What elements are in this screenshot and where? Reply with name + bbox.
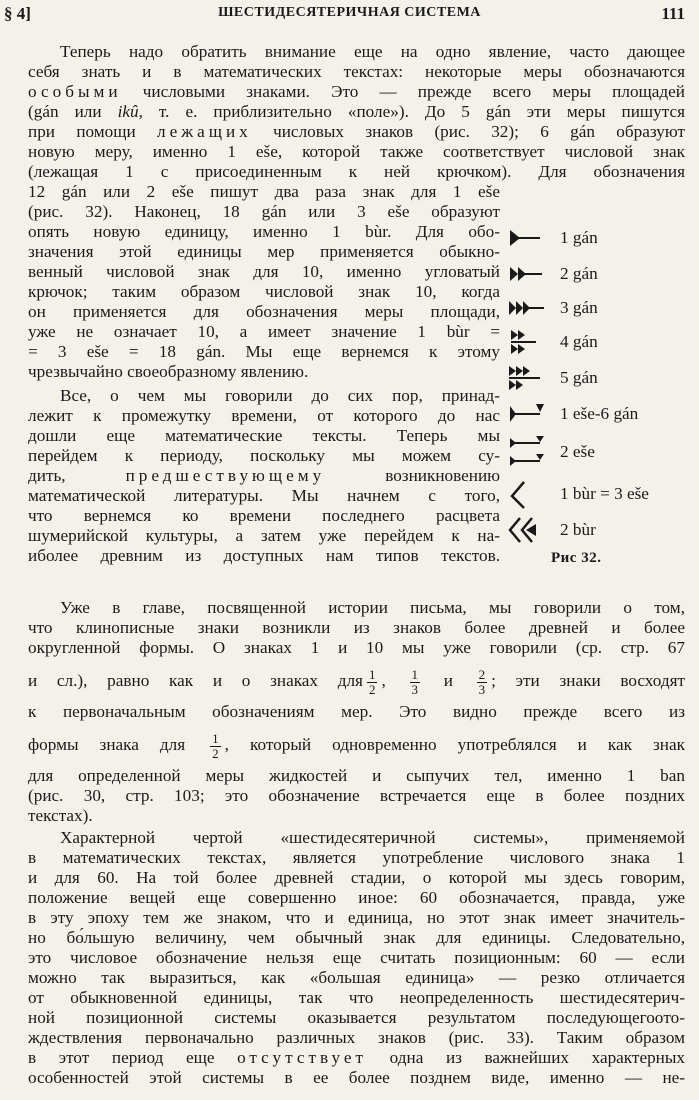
- text-line: это числовое обозначение нельзя еще считать позиционным: 60 — если: [28, 948, 685, 967]
- figure-item: [506, 512, 696, 548]
- cuneiform-4-gan-icon: [506, 324, 552, 360]
- text-span: (gán или: [28, 102, 118, 121]
- figure-item: [506, 476, 696, 512]
- text-span: , т. е. приблизительно «поле»). До 5 gán эти меры пишутся: [138, 102, 686, 121]
- text-span: одна из важнейших характерных: [367, 1048, 686, 1067]
- text-line: себя знать и в математических текстах: некоторые меры обозначаются: [28, 62, 685, 81]
- fraction: [410, 668, 421, 697]
- text-line: новую меру, именно 1 eše, которой также соответствует числовой знак: [28, 142, 685, 161]
- text-line: (рис. 32). Наконец, 18 gán или 3 eše образуют: [28, 202, 500, 221]
- figure-label: 1 bùr = 3 eše: [560, 484, 649, 503]
- figure-item: [506, 360, 696, 396]
- text-line: перейдем к периоду, поскольку мы можем су-: [28, 446, 500, 465]
- figure-item: [506, 220, 696, 256]
- running-title: ШЕСТИДЕСЯТЕРИЧНАЯ СИСТЕМА: [218, 5, 481, 20]
- text-line: особенностей этой системы в ее более позднем виде, именно — не-: [28, 1068, 685, 1087]
- text-line: округленной формы. О знаках 1 и 10 мы уже говорили (ср. стр. 67: [28, 638, 685, 657]
- text-line: Все, о чем мы говорили до сих пор, принад-: [60, 386, 500, 405]
- text-line: математической литературы. Мы начнем с того,: [28, 486, 500, 505]
- fraction: [477, 668, 488, 697]
- text-line: чрезвычайно своеобразному явлению.: [28, 362, 309, 381]
- figure-item: [506, 256, 696, 292]
- fraction: [210, 732, 221, 761]
- cuneiform-5-gan-icon: [506, 360, 552, 396]
- text-line: шумерийской культуры, а затем уже перейдем к на-: [28, 526, 500, 545]
- section-number: § 4]: [4, 4, 31, 23]
- text-line: ной позиционной системы оказывается результатом последующегоoто-: [28, 1008, 685, 1027]
- text-line: [28, 664, 685, 698]
- figure-label: 2 eše: [560, 442, 595, 461]
- cuneiform-2-bur-icon: [506, 512, 552, 548]
- figure-32: [506, 214, 696, 580]
- text-line: текстах).: [28, 806, 93, 825]
- page-number: 111: [661, 4, 685, 23]
- fraction-numerator: 1: [411, 666, 418, 682]
- cuneiform-1-gan-icon: [506, 220, 552, 256]
- text-line: [28, 728, 685, 762]
- text-line: от обыкновенной единицы, так что неопределенность шестидесятерич-: [28, 988, 685, 1007]
- text-line: лежит к промежутку времени, от которого до нас: [28, 406, 500, 425]
- figure-label: 2 gán: [560, 264, 598, 283]
- text-line: [28, 82, 685, 102]
- text-line: к первоначальным обозначениям мер. Это видно прежде всего из: [28, 702, 685, 721]
- figure-label: 4 gán: [560, 332, 598, 351]
- text-line: что клинописные знаки возникли из знаков более древней и более: [28, 618, 685, 637]
- text-line: [28, 466, 500, 486]
- spaced-word: предшествующему: [125, 466, 326, 485]
- text-line: иболее древним из доступных нам типов текстов.: [28, 546, 500, 565]
- text-span: и: [424, 671, 473, 690]
- italic-term: ikû: [117, 102, 139, 121]
- text-span: и сл.), равно как и о знаках для: [28, 671, 363, 690]
- fraction: [367, 668, 378, 697]
- figure-item: [506, 396, 696, 432]
- text-line: что вернемся ко времени последнего расцвета: [28, 506, 500, 525]
- text-span: при помощи: [28, 122, 158, 141]
- spaced-word: отсутствует: [237, 1048, 368, 1067]
- figure-item: [506, 290, 696, 326]
- figure-label: 5 gán: [560, 368, 598, 387]
- text-line: (лежащая 1 с присоединенным к ней крючком). Для обозначения: [28, 162, 685, 181]
- text-span: ,: [381, 671, 406, 690]
- figure-label: 1 gán: [560, 228, 598, 247]
- figure-item: [506, 324, 696, 360]
- text-span: формы знака для: [28, 735, 207, 754]
- text-span: возникновению: [325, 466, 500, 485]
- fraction-denominator: 3: [411, 681, 418, 697]
- text-line: = 3 eše = 18 gán. Мы еще вернемся к этому: [28, 342, 500, 361]
- text-line: [28, 122, 685, 142]
- text-line: в эту эпоху тем же знаком, что и единица, но этот знак имеет значитель-: [28, 908, 685, 927]
- page-header: [0, 0, 699, 34]
- cuneiform-2-ese-icon: [506, 434, 552, 470]
- cuneiform-1-bur-icon: [506, 476, 552, 512]
- text-line: венный числовой знак для 10, именно угловатый: [28, 262, 500, 281]
- fraction-numerator: 1: [212, 730, 219, 746]
- text-line: Уже в главе, посвященной истории письма, мы говорили о том,: [60, 598, 685, 617]
- fraction-numerator: 1: [368, 666, 376, 682]
- fraction-denominator: 2: [212, 745, 219, 761]
- text-line: ждествления первоначально различных знаков (рис. 33). Таким образом: [28, 1028, 685, 1047]
- text-line: можно так выразиться, как «большая единица» — резко отличается: [28, 968, 685, 987]
- cuneiform-2-gan-icon: [506, 256, 552, 292]
- text-span: числовых знаков (рис. 32); 6 gán образуют: [251, 122, 685, 141]
- text-line: положение вещей еще совершенно иное: 60 обозначается, правда, уже: [28, 888, 685, 907]
- cuneiform-1-ese-icon: [506, 396, 552, 432]
- text-line: уже не означает 10, а имеет значение 1 bùr =: [28, 322, 500, 341]
- fraction-numerator: 2: [478, 666, 486, 682]
- figure-caption: Рис 32.: [551, 550, 602, 566]
- text-line: Теперь надо обратить внимание еще на одно явление, часто дающее: [60, 42, 685, 61]
- figure-label: 2 bùr: [560, 520, 596, 539]
- text-line: [28, 102, 685, 122]
- text-line: [28, 1048, 685, 1068]
- spaced-word: особыми: [28, 82, 122, 101]
- figure-label: 1 eše-6 gán: [560, 404, 639, 423]
- text-line: он применяется для обозначения меры площади,: [28, 302, 500, 321]
- spaced-word: лежащих: [157, 122, 252, 141]
- fraction-denominator: 2: [368, 681, 376, 697]
- text-line: опять новую единицу, именно 1 bùr. Для обо-: [28, 222, 500, 241]
- text-line: (рис. 30, стр. 103; это обозначение встречается еще в более поздних: [28, 786, 685, 805]
- text-line: для определенной меры жидкостей и сыпучих тел, именно 1 ban: [28, 766, 685, 785]
- figure-label: 3 gán: [560, 298, 598, 317]
- cuneiform-3-gan-icon: [506, 290, 552, 326]
- text-line: и для 60. На той более древней стадии, о которой мы здесь говорим,: [28, 868, 685, 887]
- text-span: числовыми знаками. Это — прежде всего меры площадей: [121, 82, 685, 101]
- text-line: Характерной чертой «шестидесятеричной системы», применяемой: [60, 828, 685, 847]
- text-span: , который одновременно употреблялся и как знак: [224, 735, 685, 754]
- text-line: дошли еще математические тексты. Теперь мы: [28, 426, 500, 445]
- text-span: в этот период еще: [28, 1048, 238, 1067]
- text-line: значения этой единицы мер применяется обыкно-: [28, 242, 500, 261]
- text-span: дить,: [28, 466, 126, 485]
- text-line: в математических текстах, является употребление числового знака 1: [28, 848, 685, 867]
- figure-item: [506, 434, 696, 470]
- fraction-denominator: 3: [478, 681, 486, 697]
- text-line: 12 gán или 2 eše пишут два раза знак для 1 eše: [28, 182, 500, 201]
- text-span: ; эти знаки восходят: [491, 671, 685, 690]
- text-line: крючок; таким образом числовой знак 10, когда: [28, 282, 500, 301]
- text-line: но бо́льшую величину, чем обычный знак для единицы. Следовательно,: [28, 928, 685, 947]
